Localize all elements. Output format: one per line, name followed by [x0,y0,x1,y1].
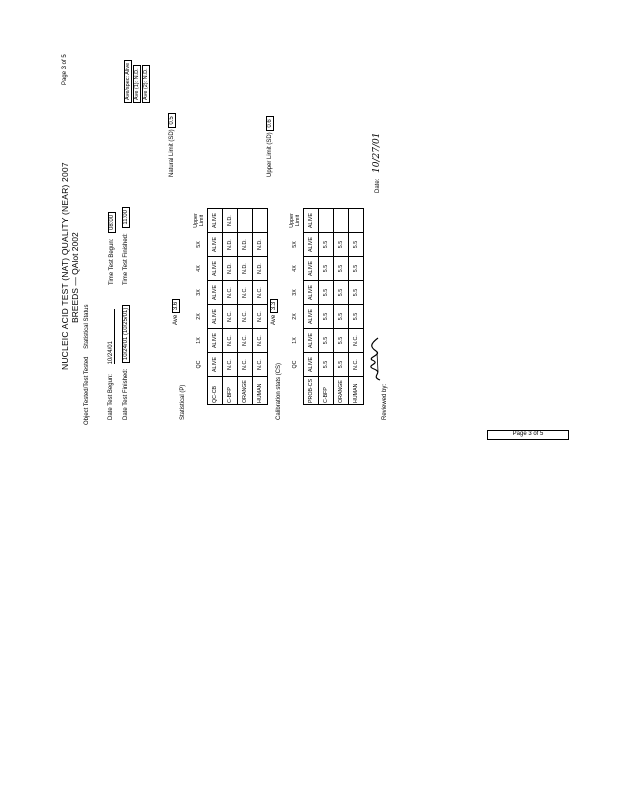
section2-label: Calibration stats (CS) [276,362,282,420]
date-begun-field [108,309,115,420]
section1-limit-label: Natural Limit (SD) [169,129,175,177]
signature-image [366,334,386,382]
column-header: 1X [288,329,303,353]
table-cell: 5.5 [318,257,333,281]
table-cell: N.D. [237,257,252,281]
table-cell: N.C. [252,281,267,305]
section1-table [192,208,268,405]
table-cell: ALIVE [303,305,318,329]
table-cell: ALIVE [303,281,318,305]
table-cell: 5.5 [333,329,348,353]
time-begun-field [108,212,116,285]
table-cell: N.C. [222,329,237,353]
table-cell: 5.5 [318,233,333,257]
table-corner [288,377,303,405]
table-row [348,209,363,405]
table-cell: ALIVE [207,209,222,233]
table-cell: N.C. [222,305,237,329]
column-header: Upper Limit [192,209,207,233]
date-finished-value: 10/24/01 (10/25/01) [122,305,130,363]
table-cell: N.D. [252,233,267,257]
table-cell: 5.5 [333,281,348,305]
table-cell: N.D. [222,233,237,257]
table-row [252,209,267,405]
column-header: 3X [192,281,207,305]
row-label: HUMAN [348,377,363,405]
table-cell: 5.5 [348,257,363,281]
table-cell: N.C. [222,281,237,305]
table-cell: 5.5 [318,281,333,305]
date-signed-label: Date: [375,178,381,193]
reviewer-label: Reviewed by: [382,383,388,420]
table-cell: N.D. [222,257,237,281]
table-cell: N.D. [237,233,252,257]
reviewer-field [366,334,389,420]
section1-label: Statistical (P) [180,384,186,420]
column-header: 2X [192,305,207,329]
rotated-document [60,40,395,425]
table-cell: 5.5 [333,233,348,257]
table-corner [192,377,207,405]
legend-item: Ave (2): N.D. [142,65,150,103]
section2-table [288,208,364,405]
legend-item: Ave (1): N.D. [133,65,141,103]
column-header: 4X [288,257,303,281]
time-finished-label: Time Test Finished: [123,233,129,285]
date-signed-value: 10/27/01 [372,132,382,173]
table-cell: 5.5 [348,233,363,257]
time-finished-value: 11:00 [122,207,130,228]
table-cell: N.C. [237,305,252,329]
table-cell: N.C. [252,329,267,353]
table-cell: ALIVE [303,257,318,281]
row-label: ORANGE [333,377,348,405]
column-header: 3X [288,281,303,305]
table-cell [333,209,348,233]
section1-limit [168,113,176,177]
section1-limit-value: 0.5 [168,113,176,127]
row-label: HUMAN [252,377,267,405]
table-cell: ALIVE [207,281,222,305]
table-cell: N.C. [237,329,252,353]
table-row [333,209,348,405]
date-begun-label: Date Test Begun: [108,374,114,420]
time-finished-field [122,207,130,285]
table-cell [252,209,267,233]
document-subtitle: BREEDS — QAlot 2002 [70,232,80,323]
table-cell: ALIVE [207,305,222,329]
object-value: Statistical Status [84,304,90,349]
document-title: NUCLEIC ACID TEST (NAT) QUALITY (NEAR) 2007 [60,162,70,370]
column-header: 1X [192,329,207,353]
table-cell: N.C. [237,281,252,305]
row-label: C-BFP [318,377,333,405]
table-cell: ALIVE [303,353,318,377]
column-header: QC [192,353,207,377]
table-cell: 5.5 [333,257,348,281]
page-number: Page 3 of 5 [62,54,68,85]
table-cell: ALIVE [303,329,318,353]
column-header: QC [288,353,303,377]
section2-limit-label: Upper Limit (SD) [267,132,273,177]
table-cell: ALIVE [303,209,318,233]
legend-item: Ave/spec: Alive [124,60,132,103]
date-begun-value: 10/24/01 [108,309,115,364]
date-signed-field [372,133,382,193]
column-header: 5X [288,233,303,257]
row-label: PROB-CS [303,377,318,405]
table-cell: 5.5 [333,353,348,377]
table-row [318,209,333,405]
table-cell: ALIVE [207,233,222,257]
object-field [84,304,90,425]
table-cell: 5.5 [348,305,363,329]
table-cell: N.D. [222,209,237,233]
column-header: 2X [288,305,303,329]
table-cell [348,209,363,233]
date-finished-field [122,305,130,420]
table-cell: 5.5 [318,353,333,377]
section1-ave-label: Ave [173,314,179,325]
table-row [207,209,222,405]
table-cell: N.C. [222,353,237,377]
section2-ave [270,299,278,325]
section1-ave-value: 3.6 [172,299,180,313]
table-cell: N.C. [252,353,267,377]
row-label: C-BFP [222,377,237,405]
table-cell: N.C. [252,305,267,329]
table-cell: ALIVE [207,329,222,353]
object-label: Object Tested/Test Tested [84,356,90,425]
section1-ave [172,299,180,325]
table-row [222,209,237,405]
column-header: 5X [192,233,207,257]
table-cell: ALIVE [303,233,318,257]
column-header: 4X [192,257,207,281]
reviewer-signature [376,334,389,382]
table-cell [237,209,252,233]
table-row [237,209,252,405]
table-cell: 5.5 [318,329,333,353]
table-cell: ALIVE [207,257,222,281]
time-begun-value: 08:00 [108,212,116,233]
table-cell: N.C. [348,353,363,377]
time-begun-label: Time Test Begun: [109,238,115,285]
table-row [303,209,318,405]
table-cell: N.C. [237,353,252,377]
table-cell: 5.5 [348,281,363,305]
date-finished-label: Date Test Finished: [123,368,129,420]
section2-ave-value: 3.3 [270,299,278,313]
section2-limit [266,116,274,177]
table-cell: 5.5 [318,305,333,329]
table-cell: N.D. [252,257,267,281]
row-label: ORANGE [237,377,252,405]
row-label: QC-CB [207,377,222,405]
section2-ave-label: Ave [271,314,277,325]
table-cell: 5.5 [333,305,348,329]
section2-limit-value: 0.6 [266,116,274,130]
table-cell: N.C. [348,329,363,353]
table-cell: ALIVE [207,353,222,377]
table-cell [318,209,333,233]
column-header: Upper Limit [288,209,303,233]
footer-page-box: Page 3 of 5 [487,430,569,440]
legend-box [124,60,151,103]
